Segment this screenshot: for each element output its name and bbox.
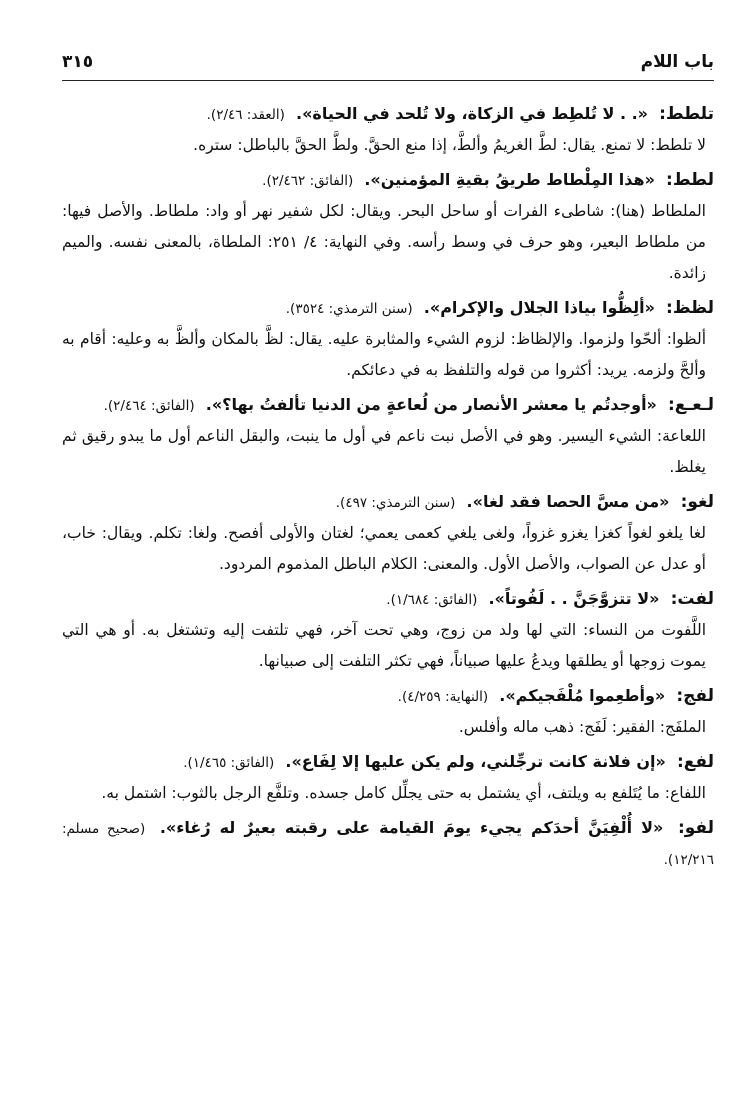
dictionary-entry: [62, 99, 714, 161]
running-head: باب اللام: [640, 52, 714, 72]
entry-explanation: الملطاط (هنا): شاطىء الفرات أو ساحل البحر. ويقال: لكل شفير نهر أو واد: ملطاط. والأصل فيها: من ملطاط البعير، وهو حرف في وسط رأسه. وفي النهاية: ٤/ ٢٥١: الملطاة، بالمعنى نفسه. والميم زائدة.: [62, 202, 706, 282]
dictionary-entry: [62, 293, 714, 386]
entry-explanation: اللعاعة: الشيء اليسير. وهو في الأصل نبت ناعم في أول ما ينبت، والبقل الناعم أول ما يبدو رقيق ثم يغلظ.: [62, 427, 706, 476]
entry-source: (صحيح مسلم: ١٢/٢١٦).: [62, 821, 714, 868]
entry-keyword: لـعـع:: [667, 395, 714, 415]
entry-headline: [62, 813, 714, 875]
entry-headline: [62, 584, 714, 615]
entry-quote: «ألِظُّوا بياذا الجلال والإكرام».: [423, 298, 655, 317]
entry-explanation: ألظوا: ألحّوا ولزموا. والإلظاظ: لزوم الشيء والمثابرة عليه. يقال: لظَّ بالمكان وألظَّ به وعليه: أقام به وألحَّ ولزمه. يريد: أكثروا من قوله والتلفظ به في دعائكم.: [62, 330, 706, 379]
dictionary-entry: [62, 681, 714, 743]
book-page: [62, 48, 714, 877]
entry-explanation: الملفَج: الفقير: لَفَج: ذهب ماله وأفلس.: [458, 718, 706, 736]
entry-headline: [62, 165, 714, 196]
entry-source: (الفائق: ١/٦٨٤).: [386, 592, 478, 608]
entry-explanation: اللَّفوت من النساء: التي لها ولد من زوج، وهي تحت آخر، فهي تلتفت إليه وتشتغل به. أو هي التي يموت زوجها أو يطلقها ويدعُ عليها صبياناً، فهي تكثر التلفت إلى صبيانها.: [62, 621, 706, 670]
entry-keyword: لفج:: [676, 686, 714, 706]
entry-keyword: لغو:: [680, 492, 714, 512]
entry-quote: «لا أُلْفِيَنَّ أحدَكم يجيء يومَ القيامة على رقبته بعيرٌ له رُغاء».: [159, 818, 664, 837]
entry-keyword: لفع:: [676, 752, 714, 772]
dictionary-entry: [62, 584, 714, 677]
entry-keyword: لظظ:: [666, 298, 714, 318]
entry-explanation: لغا يلغو لغواً كغزا يغزو غزواً، ولغى يلغي كعمى يعمي؛ لغتان والأولى أفصح. ولغا: تكلم. ويقال: خاب، أو عدل عن الصواب، والأصل الأول. والمعنى: الكلام الباطل المذموم المردود.: [62, 524, 706, 573]
entry-source: (الفائق: ١/٤٦٥).: [183, 755, 275, 771]
entry-quote: «وأطعِموا مُلْفَجيكم».: [499, 686, 666, 705]
entry-keyword: لطط:: [666, 170, 714, 190]
dictionary-entry: [62, 487, 714, 580]
dictionary-entry: [62, 747, 714, 809]
entry-keyword: لفت:: [670, 589, 714, 609]
entry-headline: [62, 390, 714, 421]
dictionary-entry: [62, 390, 714, 483]
entry-quote: «لا تتزوَّجَنَّ . . لَفُوتاً».: [488, 589, 660, 608]
entry-quote: «أوجدتُم يا معشر الأنصار من لُعاعةٍ من الدنيا تألفتُ بها؟».: [205, 395, 657, 414]
entry-headline: [62, 747, 714, 778]
entry-headline: [62, 681, 714, 712]
dictionary-entries: [62, 99, 714, 875]
dictionary-entry: [62, 813, 714, 875]
entry-keyword: لفو:: [677, 818, 715, 838]
entry-quote: «من مسَّ الحصا فقد لغا».: [466, 492, 670, 511]
entry-source: (سنن الترمذي: ٤٩٧).: [335, 495, 456, 511]
dictionary-entry: [62, 165, 714, 289]
entry-quote: «إن فلانة كانت ترجِّلني، ولم يكن عليها إلا لِفَاع».: [285, 752, 666, 771]
entry-source: (الفائق: ٢/٤٦٤).: [103, 398, 195, 414]
entry-keyword: تلطط:: [659, 104, 714, 124]
entry-source: (سنن الترمذي: ٣٥٢٤).: [285, 301, 413, 317]
entry-headline: [62, 293, 714, 324]
entry-quote: «هذا المِلْطاط طريقُ بقيةِ المؤمنين».: [364, 170, 655, 189]
entry-source: (العقد: ٢/٤٦).: [206, 107, 285, 123]
page-header: [62, 48, 714, 81]
entry-source: (النهاية: ٤/٢٥٩).: [397, 689, 489, 705]
entry-explanation: لا تلطط: لا تمنع. يقال: لطَّ الغريمُ وألطَّ، إذا منع الحقَّ. ولطَّ الحقَّ بالباطل: ستره.: [193, 136, 706, 154]
entry-explanation: اللفاع: ما يُتَلفع به ويلتف، أي يشتمل به حتى يجلِّل كامل جسده. وتلفَّع الرجل بالثوب: اشتمل به.: [101, 784, 706, 802]
page-number: ٣١٥: [62, 52, 94, 72]
entry-quote: «. . لا تُلطِط في الزكاة، ولا تُلحد في الحياة».: [296, 104, 649, 123]
entry-headline: [62, 487, 714, 518]
entry-source: (الفائق: ٢/٤٦٢).: [262, 173, 354, 189]
entry-headline: [62, 99, 714, 130]
